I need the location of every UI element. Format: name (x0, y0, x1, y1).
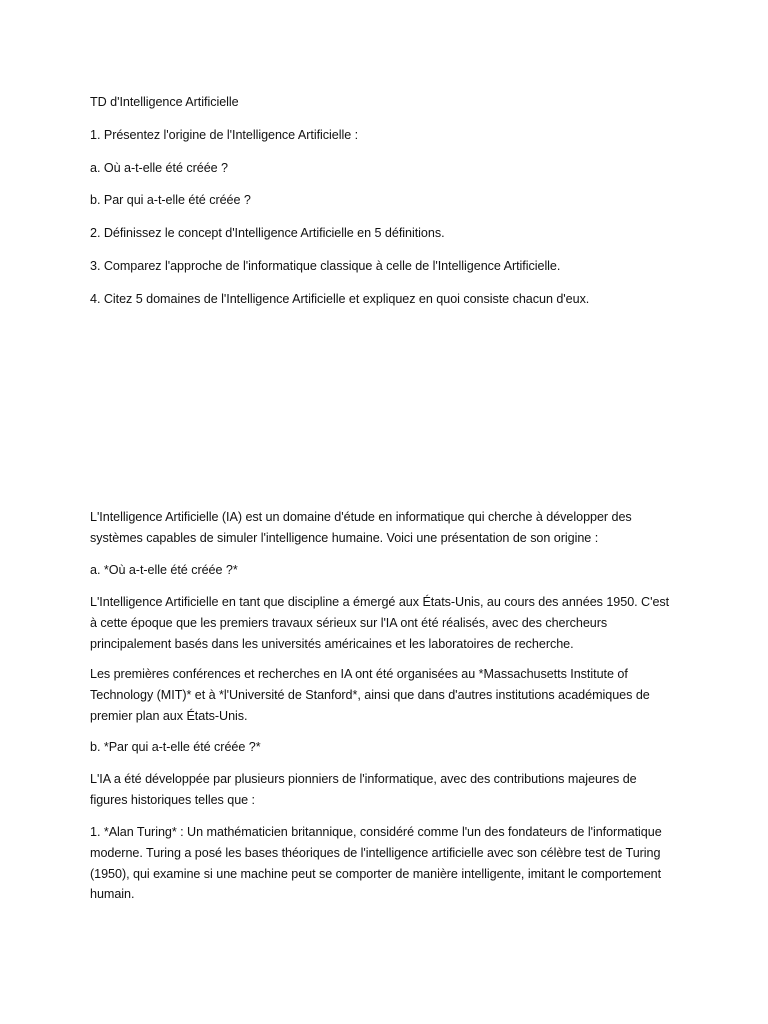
question-1a: a. Où a-t-elle été créée ? (90, 161, 229, 175)
answer-heading-b: b. *Par qui a-t-elle été créée ?* (90, 740, 261, 754)
answer-paragraph-a1: L'Intelligence Artificielle en tant que discipline a émergé aux États-Unis, au cours des années 1950. C'est à cette époque que les premiers travaux sérieux sur l'IA ont été réalisés, avec des chercheurs principalement basés dans les universités américaines et les laboratoires de recherche. (90, 595, 670, 651)
answer-paragraph-a2: Les premières conférences et recherches en IA ont été organisées au *Massachusetts Institute of Technology (MIT)* et à *l'Université de Stanford*, ainsi que dans d'autres institutions académiques de premier plan aux États-Unis. (90, 667, 650, 723)
document-title: TD d'Intelligence Artificielle (90, 95, 239, 109)
question-1b: b. Par qui a-t-elle été créée ? (90, 193, 251, 207)
question-1: 1. Présentez l'origine de l'Intelligence Artificielle : (90, 128, 359, 142)
answer-paragraph-b1: L'IA a été développée par plusieurs pionniers de l'informatique, avec des contributions majeures de figures historiques telles que : (90, 772, 637, 807)
question-2: 2. Définissez le concept d'Intelligence Artificielle en 5 définitions. (90, 226, 445, 240)
question-4: 4. Citez 5 domaines de l'Intelligence Artificielle et expliquez en quoi consiste chacun d'eux. (90, 292, 590, 306)
question-3: 3. Comparez l'approche de l'informatique classique à celle de l'Intelligence Artificielle. (90, 259, 561, 273)
answer-intro: L'Intelligence Artificielle (IA) est un domaine d'étude en informatique qui cherche à développer des systèmes capables de simuler l'intelligence humaine. Voici une présentation de son origine : (90, 510, 632, 545)
answer-paragraph-b2: 1. *Alan Turing* : Un mathématicien britannique, considéré comme l'un des fondateurs de l'informatique moderne. Turing a posé les bases théoriques de l'intelligence artificielle avec son célèbre test de Turing (1950), qui examine si une machine peut se comporter de manière intelligente, imitant le comportement humain. (90, 825, 662, 902)
answer-heading-a: a. *Où a-t-elle été créée ?* (90, 563, 238, 577)
